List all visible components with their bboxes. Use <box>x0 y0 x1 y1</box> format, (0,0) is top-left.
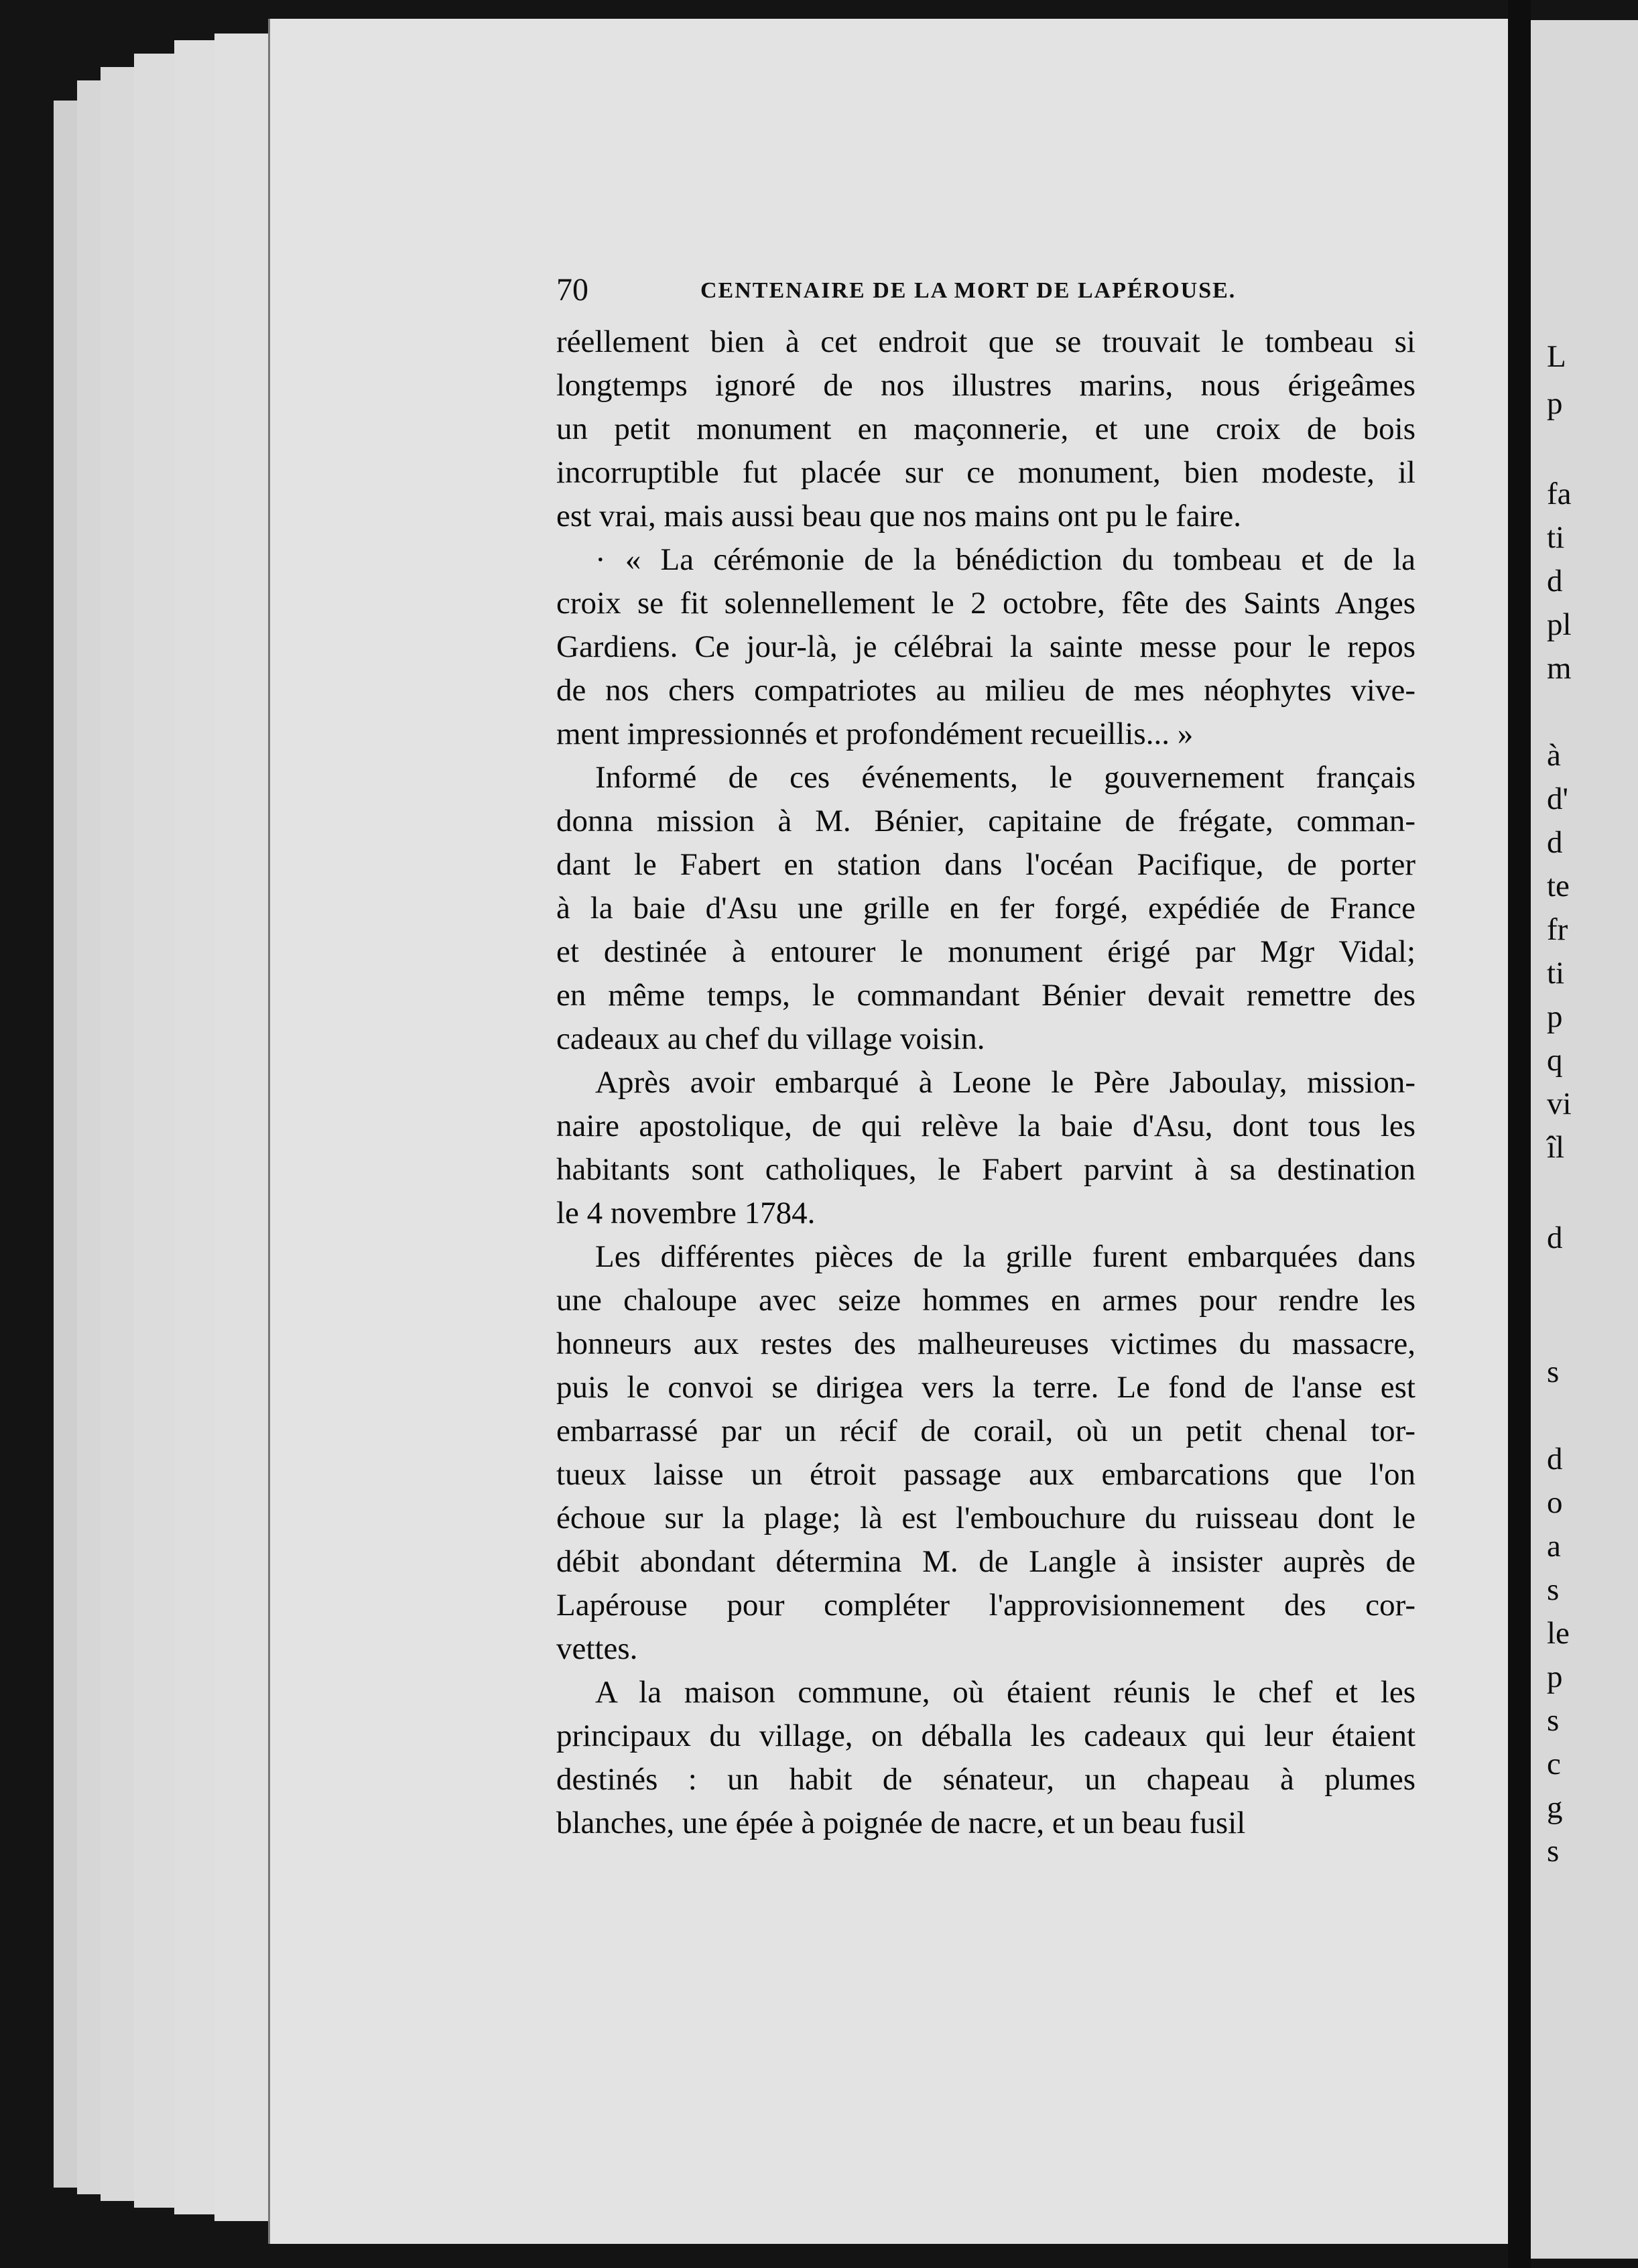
text-line: honneurs aux restes des malheureuses victimes du massacre, <box>556 1326 1415 1361</box>
facing-page-fragment: à <box>1547 738 1561 773</box>
facing-page-fragment: q <box>1547 1043 1563 1078</box>
text-line: et destinée à entourer le monument érigé par Mgr Vidal; <box>556 934 1415 969</box>
facing-page-fragment: s <box>1547 1703 1560 1738</box>
facing-page-fragment: d <box>1547 1442 1563 1476</box>
text-line: Informé de ces événements, le gouvernement français <box>595 760 1415 795</box>
facing-page-fragment: d <box>1547 825 1563 860</box>
text-line: à la baie d'Asu une grille en fer forgé, expédiée de France <box>556 891 1415 926</box>
facing-page-fragment: o <box>1547 1485 1563 1520</box>
text-line: A la maison commune, où étaient réunis le chef et les <box>595 1675 1415 1710</box>
running-head <box>556 271 1280 312</box>
facing-page-fragment: L <box>1547 339 1566 374</box>
facing-page-fragment: îl <box>1547 1130 1565 1165</box>
text-line: ment impressionnés et profondément recueillis... » <box>556 716 1194 751</box>
text-line: vettes. <box>556 1631 638 1666</box>
paragraph <box>556 756 1415 1061</box>
facing-page-fragment: fa <box>1547 477 1572 511</box>
text-line: Après avoir embarqué à Leone le Père Jaboulay, mission- <box>595 1065 1415 1100</box>
facing-page-fragment: p <box>1547 386 1563 421</box>
paragraph <box>556 1235 1415 1671</box>
facing-page-fragment: s <box>1547 1834 1560 1869</box>
text-line: puis le convoi se dirigea vers la terre. Le fond de l'anse est <box>556 1370 1415 1405</box>
facing-page-fragment: g <box>1547 1790 1563 1825</box>
text-line: blanches, une épée à poignée de nacre, et un beau fusil <box>556 1806 1246 1840</box>
text-line: tueux laisse un étroit passage aux embarcations que l'on <box>556 1457 1415 1492</box>
text-line: un petit monument en maçonnerie, et une croix de bois <box>556 412 1415 446</box>
text-line: Lapérouse pour compléter l'approvisionnement des cor- <box>556 1588 1415 1623</box>
text-line: dant le Fabert en station dans l'océan Pacifique, de porter <box>556 847 1415 882</box>
facing-page-fragment: te <box>1547 869 1570 903</box>
text-line: cadeaux au chef du village voisin. <box>556 1021 985 1056</box>
text-line: incorruptible fut placée sur ce monument, bien modeste, il <box>556 455 1415 490</box>
text-line: longtemps ignoré de nos illustres marins, nous érigeâmes <box>556 368 1415 403</box>
running-title: CENTENAIRE DE LA MORT DE LAPÉROUSE. <box>700 278 1237 303</box>
text-line: donna mission à M. Bénier, capitaine de frégate, comman- <box>556 804 1415 838</box>
facing-page-fragment: d' <box>1547 781 1568 816</box>
facing-page-fragment: vi <box>1547 1086 1572 1121</box>
text-line: une chaloupe avec seize hommes en armes pour rendre les <box>556 1283 1415 1318</box>
text-line: Gardiens. Ce jour-là, je célébrai la sainte messe pour le repos <box>556 629 1415 664</box>
facing-page-fragment: ti <box>1547 520 1565 555</box>
text-line: principaux du village, on déballa les cadeaux qui leur étaient <box>556 1718 1415 1753</box>
facing-page-fragment: a <box>1547 1529 1561 1564</box>
body-text <box>556 320 1415 1845</box>
text-line: · « La cérémonie de la bénédiction du tombeau et de la <box>595 542 1415 577</box>
text-line: le 4 novembre 1784. <box>556 1196 816 1231</box>
facing-page <box>1531 20 1638 2259</box>
paragraph <box>556 538 1415 756</box>
text-line: échoue sur la plage; là est l'embouchure du ruisseau dont le <box>556 1501 1415 1535</box>
book-gutter <box>1508 0 1531 2268</box>
facing-page-fragment: d <box>1547 1220 1563 1255</box>
facing-page-fragment: s <box>1547 1354 1560 1389</box>
facing-page-fragment: fr <box>1547 912 1568 947</box>
facing-page-fragment: p <box>1547 999 1563 1034</box>
facing-page-fragment: p <box>1547 1659 1563 1694</box>
text-line: naire apostolique, de qui relève la baie d'Asu, dont tous les <box>556 1109 1415 1143</box>
text-line: de nos chers compatriotes au milieu de mes néophytes vive- <box>556 673 1415 708</box>
text-line: habitants sont catholiques, le Fabert parvint à sa destination <box>556 1152 1415 1187</box>
text-line: embarrassé par un récif de corail, où un petit chenal tor- <box>556 1413 1415 1448</box>
facing-page-fragment: pl <box>1547 607 1572 642</box>
text-line: destinés : un habit de sénateur, un chapeau à plumes <box>556 1762 1415 1797</box>
text-line: réellement bien à cet endroit que se trouvait le tombeau si <box>556 324 1415 359</box>
text-line: débit abondant détermina M. de Langle à insister auprès de <box>556 1544 1415 1579</box>
text-line: croix se fit solennellement le 2 octobre, fête des Saints Anges <box>556 586 1415 621</box>
facing-page-fragment: c <box>1547 1747 1561 1781</box>
paragraph <box>556 320 1415 538</box>
page-number: 70 <box>556 272 588 308</box>
facing-page-fragment: d <box>1547 564 1563 598</box>
facing-page-fragment: m <box>1547 651 1572 686</box>
text-line: en même temps, le commandant Bénier devait remettre des <box>556 978 1415 1013</box>
paragraph <box>556 1671 1415 1845</box>
facing-page-fragment: le <box>1547 1616 1570 1651</box>
facing-page-fragment: ti <box>1547 956 1565 991</box>
facing-page-fragment: s <box>1547 1572 1560 1607</box>
text-line: est vrai, mais aussi beau que nos mains ont pu le faire. <box>556 499 1241 533</box>
text-line: Les différentes pièces de la grille furent embarquées dans <box>595 1239 1415 1274</box>
paragraph <box>556 1061 1415 1235</box>
